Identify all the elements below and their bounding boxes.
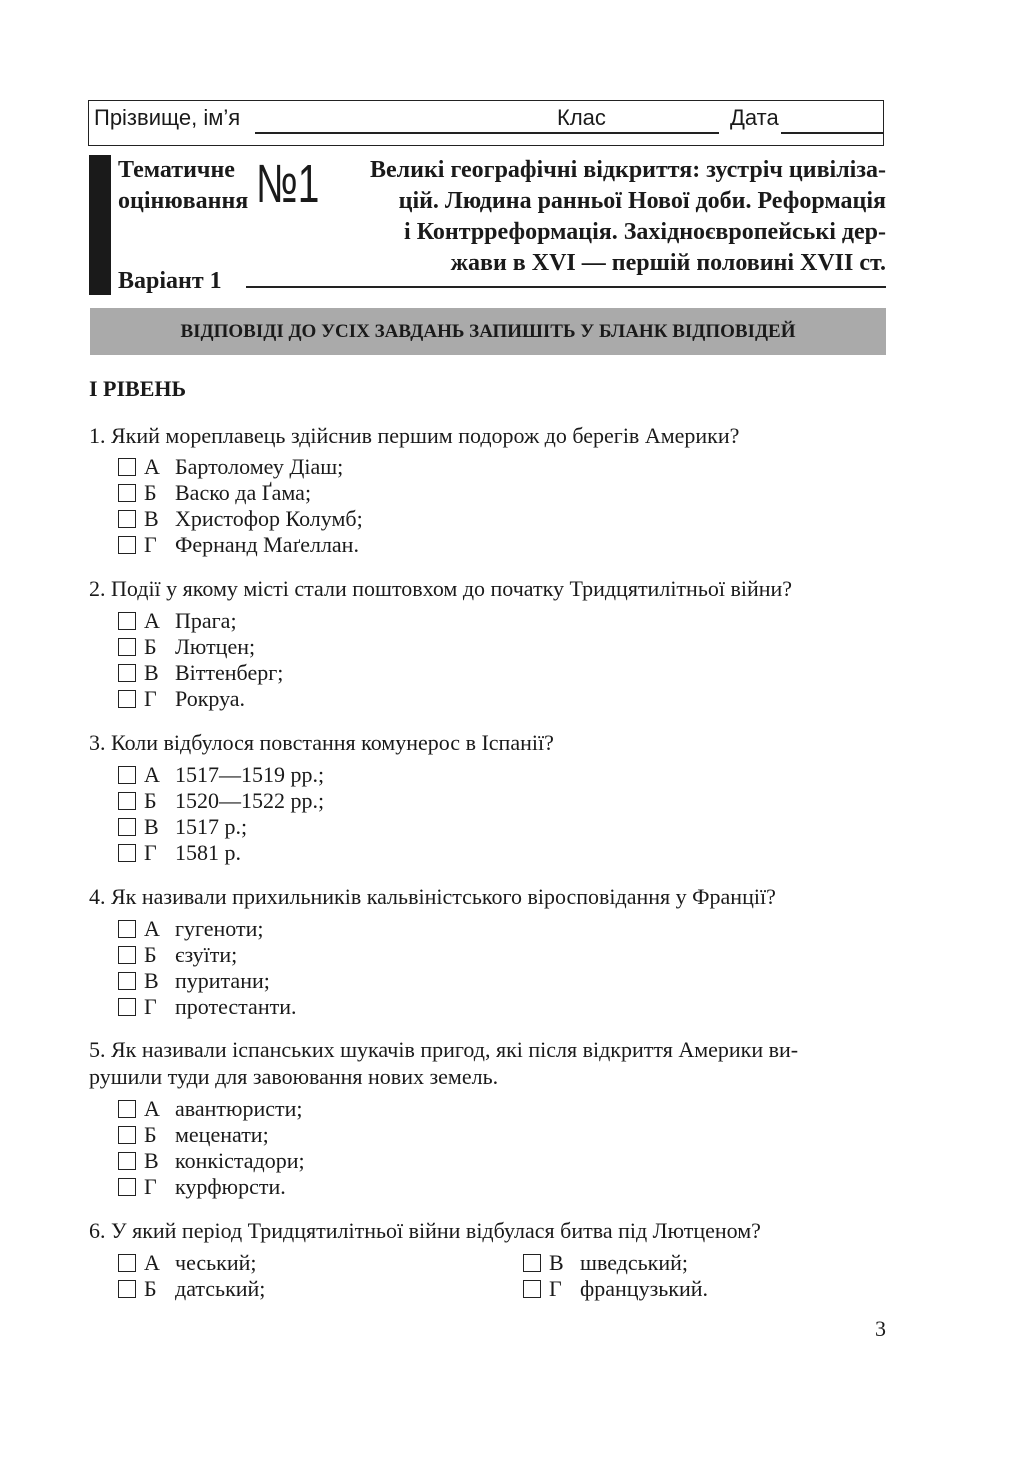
assessment-number: №1 xyxy=(256,154,320,214)
assessment-label-line1: Тематичне xyxy=(118,157,235,183)
topic-title-line: і Контрреформація. Західноєвропейські дер- xyxy=(404,219,886,245)
student-info-box xyxy=(88,100,884,146)
checkbox[interactable] xyxy=(118,612,136,630)
checkbox[interactable] xyxy=(118,1280,136,1298)
checkbox[interactable] xyxy=(118,998,136,1016)
instruction-banner: ВІДПОВІДІ ДО УСІХ ЗАВДАНЬ ЗАПИШІТЬ У БЛАНК ВІДПОВІДЕЙ xyxy=(90,308,886,355)
checkbox[interactable] xyxy=(118,818,136,836)
checkbox[interactable] xyxy=(118,1152,136,1170)
checkbox[interactable] xyxy=(118,664,136,682)
checkbox[interactable] xyxy=(118,1100,136,1118)
assessment-label-line2: оцінювання xyxy=(118,188,249,214)
checkbox[interactable] xyxy=(118,1178,136,1196)
checkbox[interactable] xyxy=(118,946,136,964)
checkbox[interactable] xyxy=(118,510,136,528)
question-2-text: 2. Події у якому місті стали поштовхом до початку Тридцятилітньої війни? xyxy=(89,576,793,601)
checkbox[interactable] xyxy=(118,766,136,784)
name-label: Прізвище, ім’я xyxy=(94,105,241,130)
date-label: Дата xyxy=(730,105,779,130)
checkbox[interactable] xyxy=(118,844,136,862)
variant-underline xyxy=(246,286,886,288)
topic-title-line: Великі географічні відкриття: зустріч цивіліза- xyxy=(370,157,886,183)
checkbox[interactable] xyxy=(118,1254,136,1272)
level-heading: І РІВЕНЬ xyxy=(89,376,187,401)
checkbox[interactable] xyxy=(118,484,136,502)
date-field[interactable] xyxy=(781,132,883,134)
topic-title-line: жави в XVI — першій половині XVII ст. xyxy=(450,250,886,276)
checkbox[interactable] xyxy=(118,792,136,810)
name-field[interactable] xyxy=(255,132,635,134)
title-side-bar xyxy=(89,155,111,295)
question-5-text-line2: рушили туди для завоювання нових земель. xyxy=(89,1064,499,1089)
question-4-text: 4. Як називали прихильників кальвіністського віросповідання у Франції? xyxy=(89,884,776,909)
checkbox[interactable] xyxy=(118,690,136,708)
checkbox[interactable] xyxy=(118,458,136,476)
question-1-text: 1. Який мореплавець здійснив першим подорож до берегів Америки? xyxy=(89,423,740,448)
question-6-text: 6. У який період Тридцятилітньої війни відбулася битва під Лютценом? xyxy=(89,1218,761,1243)
checkbox[interactable] xyxy=(118,972,136,990)
question-5-text-line1: 5. Як називали іспанських шукачів пригод, які після відкриття Америки ви- xyxy=(89,1037,799,1062)
class-field[interactable] xyxy=(619,132,719,134)
page-number: 3 xyxy=(875,1316,886,1341)
checkbox[interactable] xyxy=(523,1254,541,1272)
checkbox[interactable] xyxy=(118,536,136,554)
class-label: Клас xyxy=(557,105,606,130)
checkbox[interactable] xyxy=(523,1280,541,1298)
question-3-text: 3. Коли відбулося повстання комунерос в Іспанії? xyxy=(89,730,554,755)
topic-title xyxy=(346,155,886,279)
topic-title-line: цій. Людина ранньої Нової доби. Реформація xyxy=(398,188,886,214)
checkbox[interactable] xyxy=(118,1126,136,1144)
checkbox[interactable] xyxy=(118,638,136,656)
variant-label: Варіант 1 xyxy=(118,268,222,294)
checkbox[interactable] xyxy=(118,920,136,938)
